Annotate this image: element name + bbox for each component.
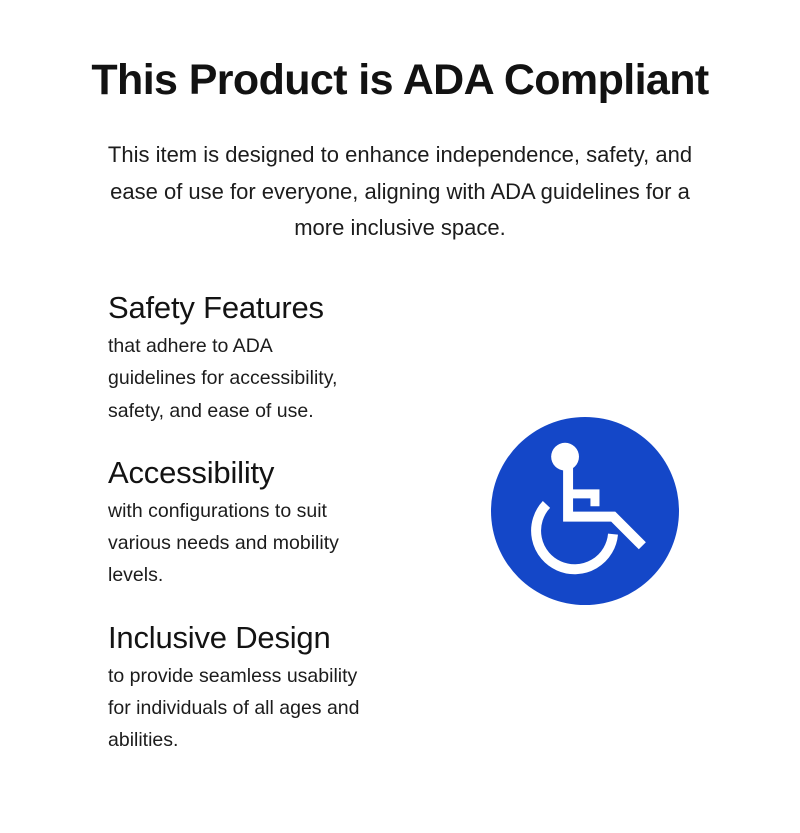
subtitle-line: This item is designed to enhance independence, safety, and: [107, 142, 693, 167]
section-body-line: guidelines for accessibility,: [108, 367, 338, 390]
section-body-line: for individuals of all ages and: [108, 697, 360, 720]
section-heading: Inclusive Design: [108, 619, 331, 655]
section-body-line: with configurations to suit: [108, 499, 327, 522]
section-heading: Safety Features: [108, 290, 324, 325]
section-body-line: abilities.: [108, 729, 179, 752]
section-body: [108, 660, 453, 757]
subtitle-line: ease of use for everyone, aligning with ADA guidelines for a: [110, 178, 690, 204]
section-heading: Accessibility: [108, 454, 275, 490]
section-body-line: levels.: [108, 564, 164, 587]
wheelchair-icon: [491, 417, 679, 605]
section-accessibility: [108, 454, 453, 592]
section-body: [108, 330, 453, 427]
section-body-line: various needs and mobility: [108, 532, 339, 555]
page-title: This Product is ADA Compliant: [91, 56, 709, 104]
section-body-line: that adhere to ADA: [108, 335, 273, 357]
badge-circle: [491, 417, 679, 605]
subtitle: [46, 137, 754, 247]
section-body: [108, 495, 453, 592]
section-body-line: to provide seamless usability: [108, 664, 358, 687]
accessibility-badge: [491, 417, 679, 605]
section-body-line: safety, and ease of use.: [108, 399, 314, 422]
section-inclusive-design: [108, 619, 453, 757]
feature-sections: [108, 289, 453, 784]
subtitle-line: more inclusive space.: [294, 215, 506, 240]
section-safety-features: [108, 289, 453, 427]
